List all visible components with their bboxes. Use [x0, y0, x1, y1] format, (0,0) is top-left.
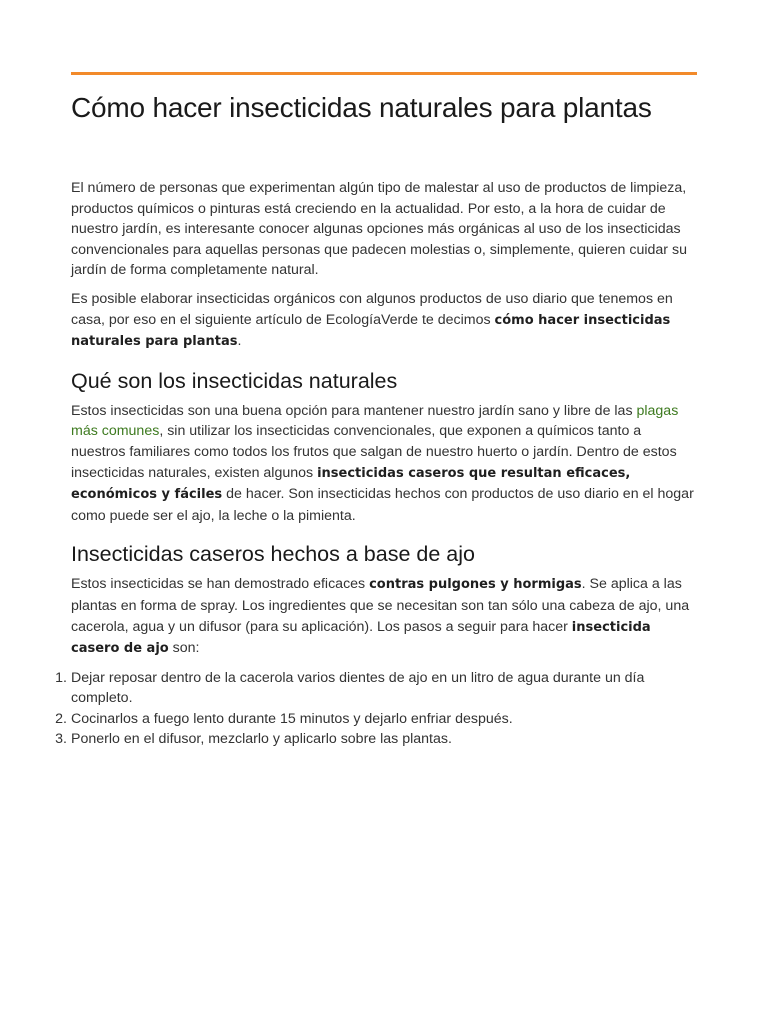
section1-paragraph — [71, 401, 697, 527]
step-number: 1. — [55, 669, 67, 686]
list-item — [55, 709, 697, 730]
step-text: Dejar reposar dentro de la cacerola varios dientes de ajo en un litro de agua durante un día completo. — [71, 669, 645, 707]
list-item — [55, 668, 697, 709]
intro-paragraph-1: El número de personas que experimentan algún tipo de malestar al uso de productos de limpieza, productos químicos o pinturas está creciendo en la actualidad. Por esto, a la hora de cuidar de nuestro jardín, es interesante conocer algunas opciones más orgánicas al uso de los insecticidas convencionales para aquellas personas que padecen molestias o, simplemente, quieren cuidar su jardín de forma completamente natural. — [71, 180, 687, 279]
step-number: 3. — [55, 731, 67, 748]
intro-text-end: . — [237, 333, 242, 350]
section1-highlight: insecticidas caseros que resultan eficaces, económicos y fáciles — [71, 465, 631, 503]
article — [55, 72, 697, 750]
section-heading-garlic-insecticides: Insecticidas caseros hechos a base de ajo — [71, 542, 475, 567]
steps-list — [55, 668, 697, 750]
accent-divider — [71, 72, 697, 75]
intro-highlight: cómo hacer insecticidas naturales para plantas — [71, 312, 671, 350]
section2-highlight-pests: contras pulgones y hormigas — [369, 577, 582, 593]
section1-text: Estos insecticidas son una buena opción para mantener nuestro jardín sano y libre de las — [71, 402, 637, 419]
article-title: Cómo hacer insecticidas naturales para plantas — [71, 92, 652, 123]
section2-text-end: son: — [168, 640, 200, 657]
section1-text-middle: , sin utilizar los insecticidas convencionales, que exponen a químicos tanto a nuestros familiares como todos los frutos que salgan de nuestro huerto o jardín. Dentro de estos insecticidas naturales, existen algunos — [71, 423, 677, 481]
intro-text: Es posible elaborar insecticidas orgánicos con algunos productos de uso diario que tenemos en casa, por eso en el siguiente artículo de EcologíaVerde te decimos — [71, 290, 673, 328]
section1-text-end: de hacer. Son insecticidas hechos con productos de uso diario en el hogar como puede ser el ajo, la leche o la pimienta. — [71, 486, 694, 524]
common-pests-link[interactable]: plagas más comunes — [71, 402, 679, 440]
article-intro — [71, 178, 697, 353]
section2-text-middle: . Se aplica a las plantas en forma de spray. Los ingredientes que se necesitan son tan sólo una cabeza de ajo, una cacerola, agua y un difusor (para su aplicación). Los pasos a seguir para hacer — [71, 576, 690, 635]
section-heading-natural-insecticides: Qué son los insecticidas naturales — [71, 368, 398, 393]
list-item — [55, 729, 697, 750]
step-number: 2. — [55, 710, 67, 727]
step-text: Cocinarlos a fuego lento durante 15 minutos y dejarlo enfriar después. — [71, 710, 513, 727]
section2-highlight-garlic: insecticida casero de ajo — [71, 619, 651, 657]
section2-text: Estos insecticidas se han demostrado eficaces — [71, 576, 370, 593]
section2-paragraph — [71, 574, 697, 659]
intro-paragraph-2 — [71, 289, 697, 353]
step-text: Ponerlo en el difusor, mezclarlo y aplicarlo sobre las plantas. — [71, 731, 452, 748]
